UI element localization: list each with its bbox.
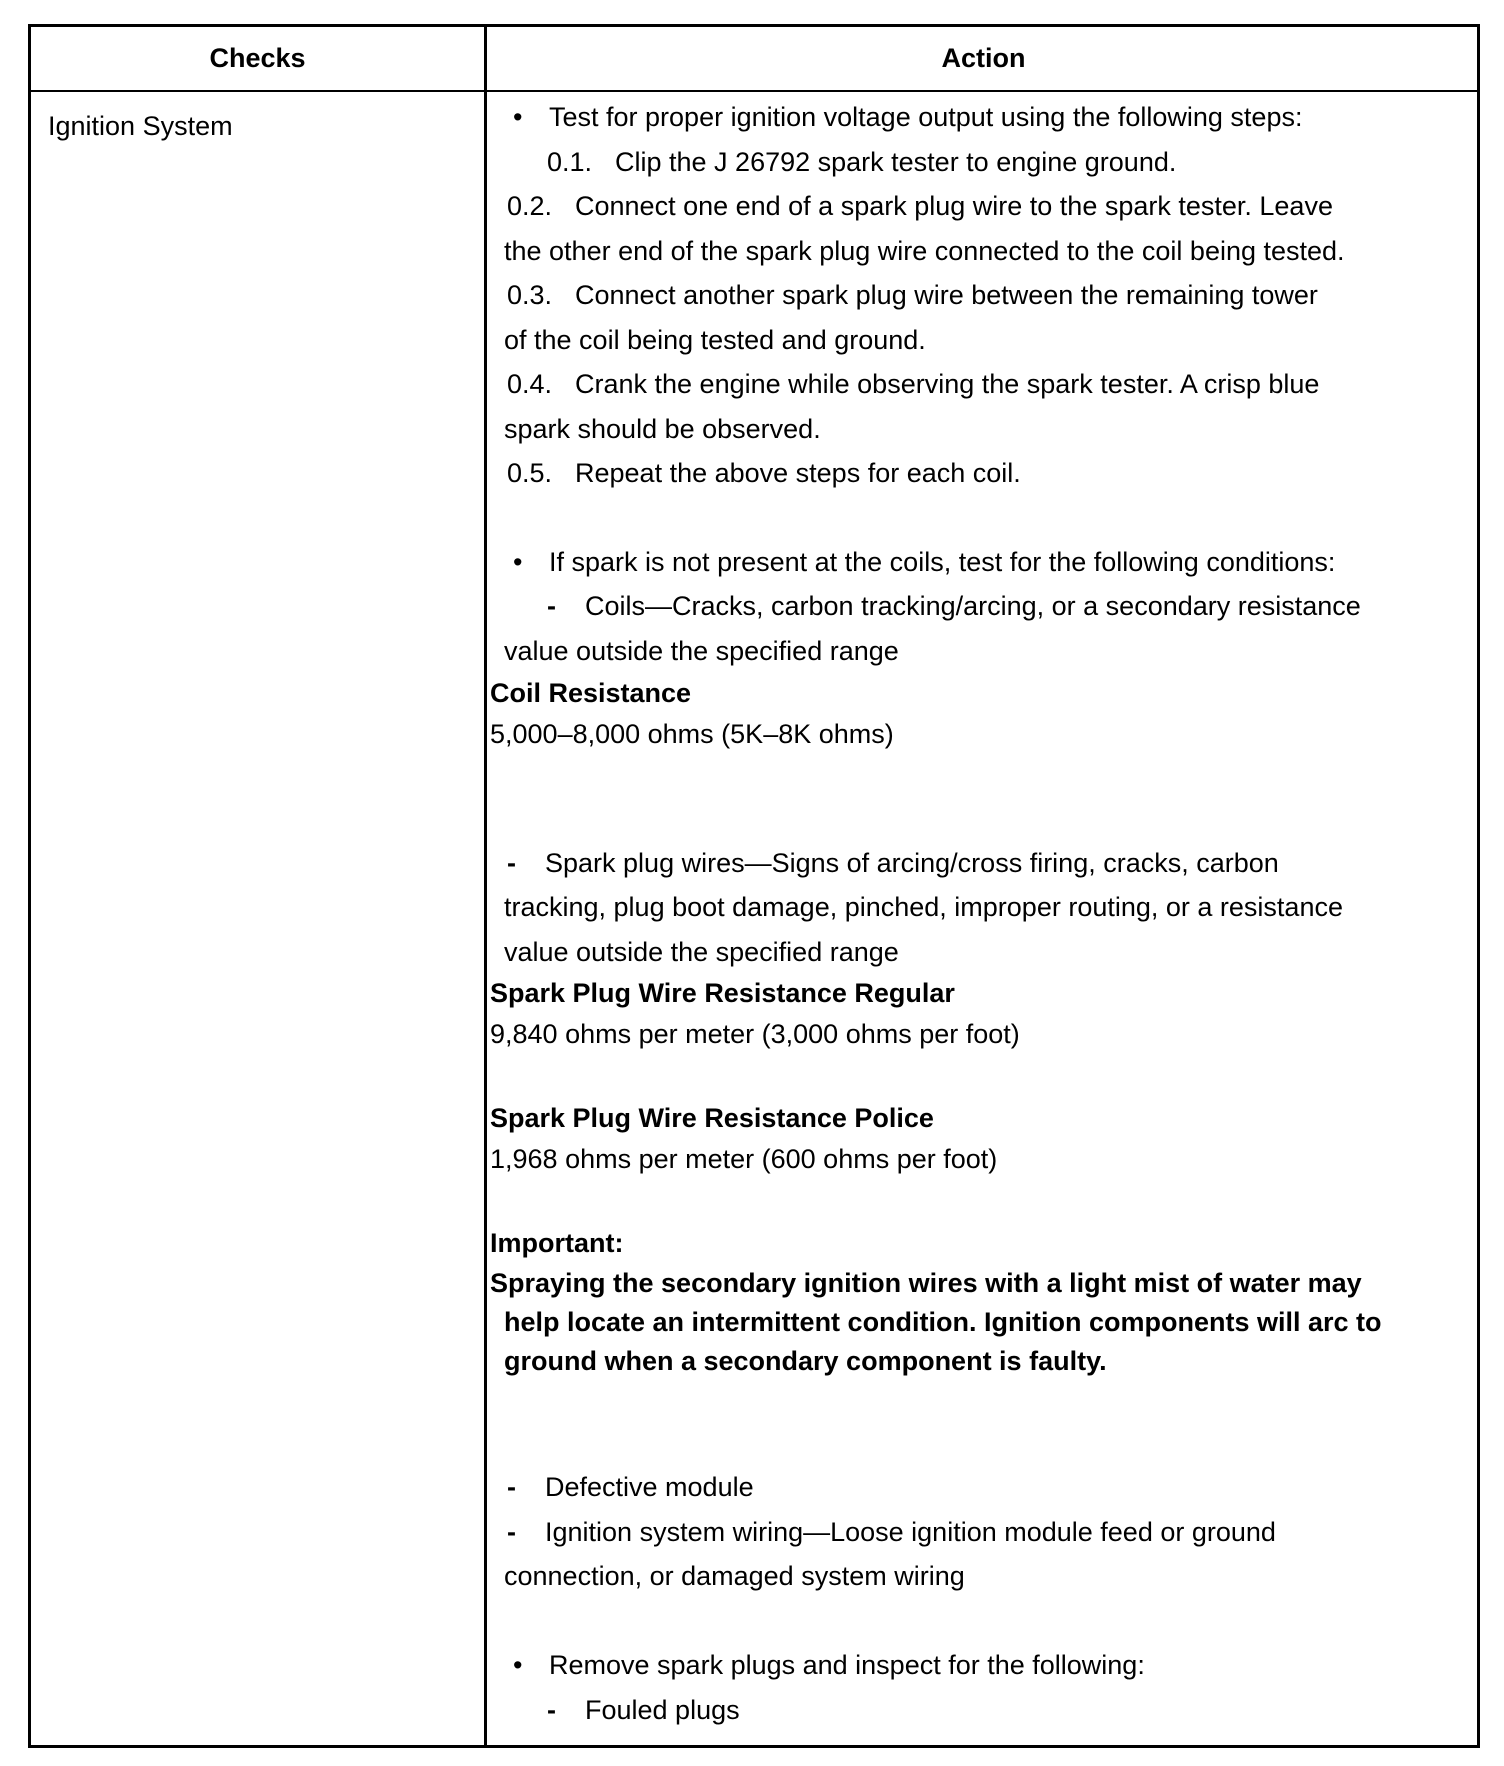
- bullet-spark-not-present: • If spark is not present at the coils, test for the following conditions:: [513, 547, 1336, 577]
- checks-action-table: [28, 24, 1480, 1748]
- dash-icon: -: [507, 848, 516, 878]
- action-cell: [487, 27, 1480, 1745]
- step-0-5: 0.5. Repeat the above steps for each coil.: [507, 458, 1021, 488]
- dash-wires-cont-2: value outside the specified range: [504, 937, 899, 967]
- dash-defective-module: - Defective module: [507, 1472, 754, 1502]
- important-text-1: Spraying the secondary ignition wires with a light mist of water may: [490, 1268, 1362, 1298]
- bullet-icon: •: [513, 102, 523, 132]
- step-0-1: 0.1. Clip the J 26792 spark tester to engine ground.: [547, 147, 1177, 177]
- dash-ignition-wiring: - Ignition system wiring—Loose ignition module feed or ground: [507, 1517, 1276, 1547]
- bullet-remove-plugs: • Remove spark plugs and inspect for the following:: [513, 1650, 1145, 1680]
- wire-resistance-police-value: 1,968 ohms per meter (600 ohms per foot): [490, 1144, 998, 1174]
- dash-icon: -: [507, 1472, 516, 1502]
- dash-icon: -: [547, 591, 556, 621]
- step-0-3: 0.3. Connect another spark plug wire between the remaining tower: [507, 280, 1318, 310]
- step-0-4: 0.4. Crank the engine while observing the spark tester. A crisp blue: [507, 369, 1320, 399]
- dash-wires-cont-1: tracking, plug boot damage, pinched, improper routing, or a resistance: [504, 892, 1343, 922]
- step-0-2-cont: the other end of the spark plug wire connected to the coil being tested.: [504, 236, 1345, 266]
- dash-wiring-cont: connection, or damaged system wiring: [504, 1561, 965, 1591]
- wire-resistance-police-title: Spark Plug Wire Resistance Police: [490, 1103, 934, 1133]
- coil-resistance-title: Coil Resistance: [490, 678, 692, 708]
- bullet-icon: •: [513, 547, 523, 577]
- dash-spark-plug-wires: - Spark plug wires—Signs of arcing/cross firing, cracks, carbon: [507, 848, 1279, 878]
- step-0-4-cont: spark should be observed.: [504, 414, 821, 444]
- coil-resistance-value: 5,000–8,000 ohms (5K–8K ohms): [490, 719, 894, 749]
- header-action: Action: [941, 43, 1026, 73]
- dash-fouled-plugs: - Fouled plugs: [547, 1695, 740, 1725]
- bullet-ignition-test: • Test for proper ignition voltage output using the following steps:: [513, 102, 1303, 132]
- wire-resistance-regular-title: Spark Plug Wire Resistance Regular: [490, 978, 955, 1008]
- important-title: Important:: [490, 1228, 624, 1258]
- dash-coils-cont: value outside the specified range: [504, 636, 899, 666]
- dash-coils: - Coils—Cracks, carbon tracking/arcing, or a secondary resistance: [547, 591, 1361, 621]
- dash-icon: -: [507, 1517, 516, 1547]
- wire-resistance-regular-value: 9,840 ohms per meter (3,000 ohms per foot): [490, 1019, 1020, 1049]
- header-checks: Checks: [209, 43, 306, 73]
- important-text-2: help locate an intermittent condition. Ignition components will arc to: [504, 1307, 1382, 1337]
- dash-icon: -: [547, 1695, 556, 1725]
- bullet-icon: •: [513, 1650, 523, 1680]
- step-0-3-cont: of the coil being tested and ground.: [504, 325, 926, 355]
- check-name: Ignition System: [48, 111, 233, 141]
- step-0-2: 0.2. Connect one end of a spark plug wire to the spark tester. Leave: [507, 191, 1333, 221]
- important-text-3: ground when a secondary component is faulty.: [504, 1346, 1107, 1376]
